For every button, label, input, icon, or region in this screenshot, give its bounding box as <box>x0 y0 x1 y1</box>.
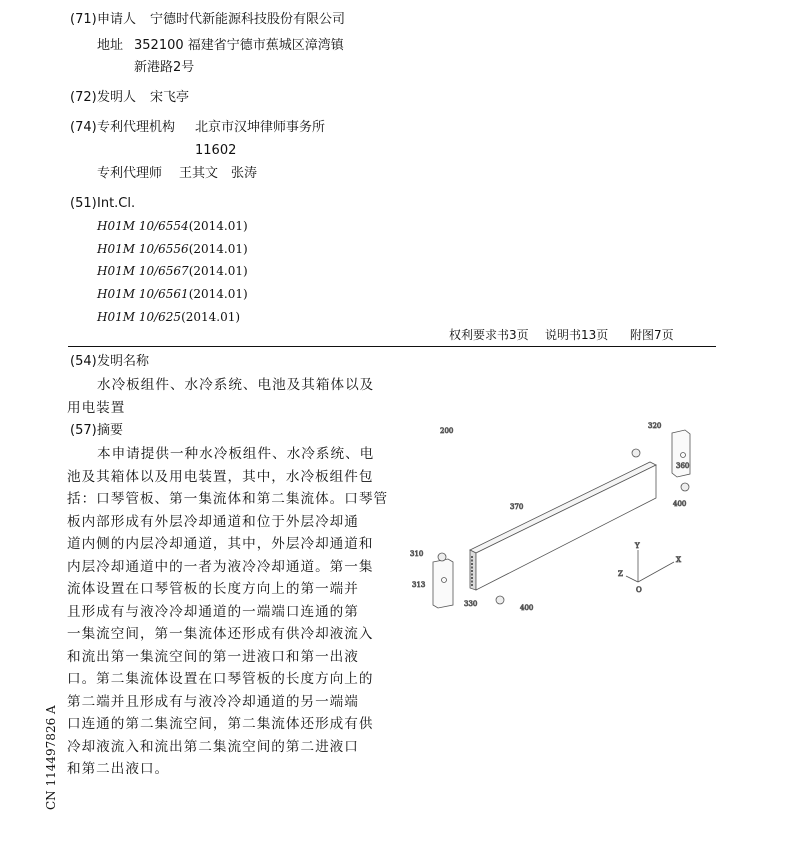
ipc-year: (2014.01) <box>188 287 248 301</box>
ipc-class: H01M 10/6556 <box>97 242 189 256</box>
agent-label: 专利代理师 <box>97 166 163 181</box>
connector <box>438 553 446 561</box>
axis-x-label: X <box>676 556 681 564</box>
connector <box>681 483 689 491</box>
figure-label: 360 <box>676 462 690 470</box>
figure-label: 400 <box>520 604 534 612</box>
collector-left <box>433 559 453 608</box>
abstract-line: 和第二出液口。 <box>67 761 170 777</box>
address-line1: 352100 福建省宁德市蕉城区漳湾镇 <box>134 38 344 53</box>
title-line: 用电装置 <box>67 400 126 416</box>
figure-drawing <box>400 410 700 620</box>
intcl-code: (51) <box>70 196 97 211</box>
figure-label: 320 <box>648 422 662 430</box>
claims-pages: 权利要求书3页 <box>449 328 529 342</box>
abstract-line: 一集流空间，第一集流体还形成有供冷却液流入 <box>67 626 374 642</box>
applicant-code: (71) <box>70 12 97 27</box>
axis-y-label: Y <box>635 542 640 550</box>
figure-label: 310 <box>410 550 424 558</box>
connector <box>496 596 504 604</box>
figure-label: 200 <box>440 427 454 435</box>
plate-face <box>476 465 656 590</box>
ipc-item <box>97 218 248 235</box>
ipc-class: H01M 10/6554 <box>97 219 189 233</box>
abstract-line: 口。第二集流体设置在口琴管板的长度方向上的 <box>67 671 374 687</box>
abstract-line: 道内侧的内层冷却通道，其中，外层冷却通道和 <box>67 536 374 552</box>
abstract-line: 内层冷却通道中的一者为液冷冷却通道。第一集 <box>67 558 374 575</box>
drawings-pages: 附图7页 <box>630 328 674 342</box>
agency-code: (74) <box>70 120 97 135</box>
address-label: 地址 <box>97 38 124 53</box>
inventor-code: (72) <box>70 90 97 105</box>
abstract-line: 本申请提供一种水冷板组件、水冷系统、电 <box>97 446 375 462</box>
abstract-line: 板内部形成有外层冷却通道和位于外层冷却通 <box>67 513 359 530</box>
intcl-label: Int.Cl. <box>97 196 136 211</box>
applicant-label: 申请人 <box>97 12 137 27</box>
ipc-item <box>97 286 248 303</box>
agency-label: 专利代理机构 <box>97 120 176 135</box>
description-pages: 说明书13页 <box>545 328 609 342</box>
title-label: 发明名称 <box>97 354 150 369</box>
abstract-line: 冷却液流入和流出第二集流空间的第二进液口 <box>67 738 359 755</box>
axis-x <box>638 562 674 582</box>
applicant-value: 宁德时代新能源科技股份有限公司 <box>150 12 346 27</box>
abstract-line: 括：口琴管板、第一集流体和第二集流体。口琴管 <box>67 491 389 507</box>
ipc-item <box>97 263 248 280</box>
header-divider <box>68 346 716 347</box>
figure-label: 370 <box>510 503 524 511</box>
axis-z <box>626 576 638 582</box>
ipc-year: (2014.01) <box>188 219 248 233</box>
plate-end <box>470 550 476 590</box>
ipc-year: (2014.01) <box>181 310 241 324</box>
address-line2: 新港路2号 <box>134 60 195 75</box>
ipc-class: H01M 10/6561 <box>97 287 189 301</box>
abstract-line: 第二端并且形成有与液冷冷却通道的另一端端 <box>67 693 359 710</box>
ipc-class: H01M 10/6567 <box>97 264 189 278</box>
abstract-line: 池及其箱体以及用电装置，其中，水冷板组件包 <box>67 468 374 485</box>
ipc-item <box>97 309 240 326</box>
inventor-label: 发明人 <box>97 90 137 105</box>
title-code: (54) <box>70 354 97 369</box>
figure-label: 313 <box>412 581 426 589</box>
agency-value: 北京市汉坤律师事务所 <box>195 120 326 135</box>
ipc-item <box>97 241 248 258</box>
inventor-value: 宋飞亭 <box>150 90 190 105</box>
abstract-label: 摘要 <box>97 423 124 438</box>
connector <box>632 449 640 457</box>
ipc-class: H01M 10/625 <box>97 310 182 324</box>
ipc-year: (2014.01) <box>188 242 248 256</box>
axis-z-label: Z <box>618 570 623 578</box>
abstract-line: 口连通的第二集流空间，第二集流体还形成有供 <box>67 716 374 732</box>
agency-number: 11602 <box>195 143 237 158</box>
ipc-year: (2014.01) <box>188 264 248 278</box>
figure-label: 400 <box>673 500 687 508</box>
abstract-line: 和流出第一集流空间的第一进液口和第一出液 <box>67 648 359 665</box>
abstract-code: (57) <box>70 423 97 438</box>
title-line: 水冷板组件、水冷系统、电池及其箱体以及 <box>97 377 375 393</box>
publication-number: CN 114497826 A <box>44 705 58 810</box>
agent-value: 王其文 张涛 <box>179 166 258 181</box>
abstract-line: 且形成有与液冷冷却通道的一端端口连通的第 <box>67 603 359 620</box>
abstract-line: 流体设置在口琴管板的长度方向上的第一端并 <box>67 581 359 597</box>
axis-origin-label: O <box>636 586 642 594</box>
figure-label: 330 <box>464 600 478 608</box>
